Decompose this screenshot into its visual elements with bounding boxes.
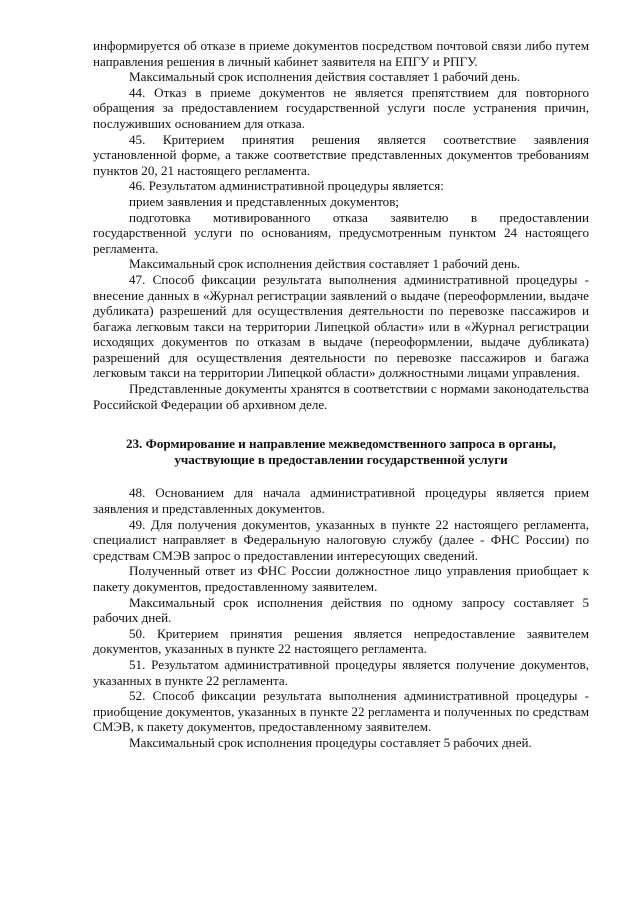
paragraph-a1: Максимальный срок исполнения действия составляет 1 рабочий день.	[129, 69, 521, 85]
paragraph-a7: Максимальный срок исполнения действия составляет 1 рабочий день.	[129, 256, 521, 272]
paragraph-a3: 45. Критерием принятия решения является соответствие заявления установленной форме, а также соответствие представленных документов требованиям пунктов 20, 21 настоящего регламента.	[93, 131, 589, 178]
paragraph-b7: Максимальный срок исполнения процедуры составляет 5 рабочих дней.	[129, 734, 532, 750]
paragraph-a4: 46. Результатом административной процедуры является:	[129, 178, 444, 194]
paragraph-b5: 51. Результатом административной процедуры является получение документов, указанных в пункте 22 регламента.	[93, 656, 589, 688]
document-body	[93, 38, 589, 751]
paragraph-a2: 44. Отказ в приеме документов не является препятствием для повторного обращения за предоставлением государственной услуги после устранения причин, послуживших основанием для отказа.	[93, 84, 589, 131]
paragraph-b0: 48. Основанием для начала административной процедуры является прием заявления и представленных документов.	[93, 485, 589, 517]
paragraph-a0: информируется об отказе в приеме документов посредством почтовой связи либо путем направления решения в личный кабинет заявителя на ЕПГУ и РПГУ.	[93, 38, 589, 69]
paragraph-a6: подготовка мотивированного отказа заявителю в предоставлении государственной услуги по основаниям, предусмотренным пунктом 24 настоящего регламента.	[93, 209, 589, 256]
paragraph-a5: прием заявления и представленных документов;	[129, 193, 400, 209]
paragraph-b3: Максимальный срок исполнения действия по одному запросу составляет 5 рабочих дней.	[93, 594, 589, 626]
paragraph-b6: 52. Способ фиксации результата выполнения административной процедуры - приобщение документов, указанных в пункте 22 регламента и полученных по средствам СМЭВ, к пакету документов, предоставленному заявителем.	[93, 688, 589, 735]
paragraph-a9: Представленные документы хранятся в соответствии с нормами законодательства Российской Федерации об архивном деле.	[93, 381, 589, 412]
paragraph-b4: 50. Критерием принятия решения является непредоставление заявителем документов, указанных в пункте 22 настоящего регламента.	[93, 625, 589, 657]
paragraph-b2: Полученный ответ из ФНС России должностное лицо управления приобщает к пакету документов, предоставленному заявителем.	[93, 563, 589, 594]
paragraph-b1: 49. Для получения документов, указанных в пункте 22 настоящего регламента, специалист направляет в Федеральную налоговую службу (далее - ФНС России) по средствам СМЭВ запрос о предоставлении интересующих сведений.	[93, 516, 589, 563]
paragraph-a8: 47. Способ фиксации результата выполнения административной процедуры - внесение данных в «Журнал регистрации заявлений о выдаче (переоформлении, выдаче дубликата) разрешений для осуществления деятельности по перевозке пассажиров и багажа легковым такси на территории Липецкой области» или в «Журнал регистрации исходящих документов по отказам в выдаче (переоформлении, выдаче дубликата) разрешений для осуществления деятельности по перевозке пассажиров и багажа легковым такси на территории Липецкой области» должностными лицами управления.	[93, 271, 589, 381]
section-heading: 23. Формирование и направление межведомственного запроса в органы, участвующие в предоставлении государственной услуги	[125, 436, 557, 467]
